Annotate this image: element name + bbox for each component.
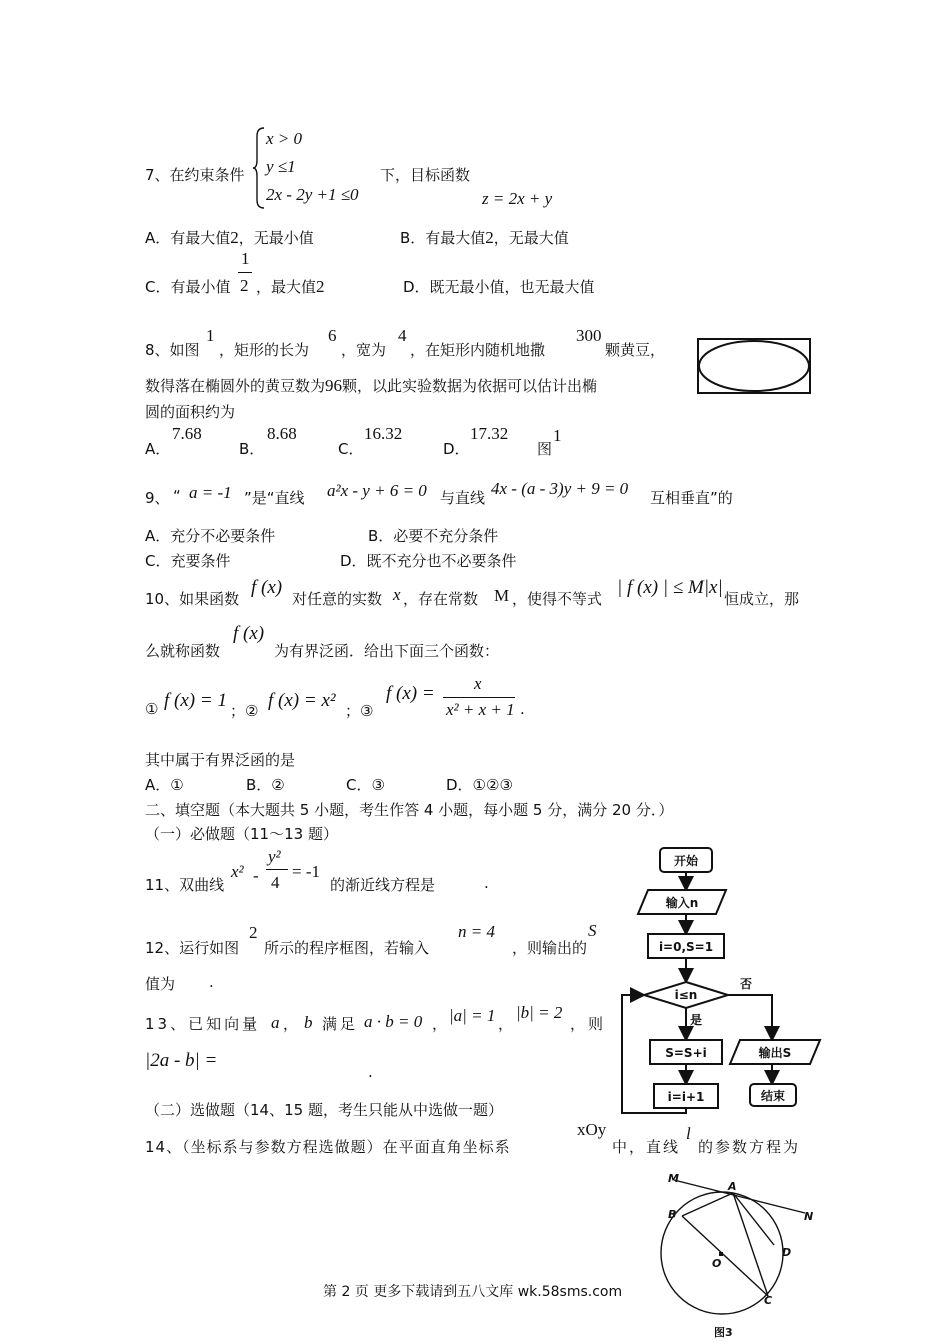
flow-start-label: 开始	[673, 854, 699, 868]
rectangle-ellipse-figure	[697, 338, 813, 396]
q10-text-d: ，使得不等式	[512, 590, 603, 608]
flow-init-label: i=0,S=1	[658, 940, 714, 954]
q10-fx: f (x)	[251, 577, 283, 598]
q13-vector-b: b	[304, 1013, 313, 1032]
q9-option-d: D．既不充分也不必要条件	[340, 552, 517, 570]
q14-coord-system: xOy	[577, 1120, 607, 1139]
q12-text-d: 值为	[145, 975, 176, 993]
q10-item-3-marker: ；③	[345, 702, 374, 720]
q9-num: 9、	[145, 489, 170, 507]
q8-stem-a: 8、如图	[145, 341, 200, 359]
point-label-b: B	[668, 1208, 677, 1221]
q8-beans: 300	[576, 326, 602, 345]
q8-option-b-label: B．	[239, 440, 265, 458]
q13-expression: |2a - b| =	[145, 1050, 218, 1071]
q11-denominator: 4	[271, 873, 280, 892]
q12-text-a: 12、运行如图	[145, 939, 240, 957]
flow-arrow-no	[728, 995, 772, 1038]
q13-comma-2: ，	[432, 1015, 448, 1033]
q8-stem-c: ，宽为	[341, 341, 387, 359]
q11-blank: .	[484, 874, 489, 892]
q10-text-g: 为有界泛函．给出下面三个函数：	[274, 642, 500, 660]
point-label-o: O	[712, 1257, 722, 1270]
q8-option-a-label: A．	[145, 440, 171, 458]
q7-objective: z = 2x + y	[482, 189, 553, 208]
q7-stem: 7、在约束条件	[145, 166, 245, 184]
flow-yes-label: 是	[690, 1013, 703, 1027]
q13-text-b: 满足	[322, 1015, 359, 1033]
flow-condition-label: i≤n	[674, 988, 698, 1002]
q10-fx-2: f (x)	[233, 623, 265, 644]
tangent-line-mn	[674, 1180, 805, 1213]
q13-comma: ，	[283, 1015, 299, 1033]
q9-option-a: A．充分不必要条件	[145, 527, 276, 545]
q14-text-a: 14、（坐标系与参数方程选做题）在平面直角坐标系	[145, 1138, 511, 1156]
q8-option-a-value: 7.68	[172, 424, 202, 443]
point-label-d: D	[782, 1246, 792, 1259]
q8-option-b-value: 8.68	[267, 424, 297, 443]
q13-text-c: ，则	[570, 1015, 607, 1033]
q14-line-l: l	[686, 1124, 691, 1143]
q12-fig-ref: 2	[249, 923, 258, 942]
q7-option-d: D．既无最小值，也无最大值	[403, 278, 595, 296]
section-2-title: 二、填空题（本大题共 5 小题，考生作答 4 小题，每小题 5 分，满分 20 分．）	[145, 801, 674, 819]
q8-option-d-label: D．	[443, 440, 470, 458]
q11-y2: y²	[268, 847, 281, 866]
q9-option-c: C．充要条件	[145, 552, 231, 570]
flow-output-label: 输出S	[758, 1046, 792, 1060]
q8-option-c-label: C．	[338, 440, 364, 458]
q7-option-c-label: C．有最小值	[145, 278, 231, 296]
q10-text-b: 对任意的实数	[292, 590, 383, 608]
q8-line2: 数得落在椭圆外的黄豆数为96颗，以此实验数据为依据可以估计出椭	[145, 376, 598, 395]
q11-minus: -	[253, 866, 259, 885]
point-label-n: N	[804, 1210, 814, 1223]
q8-figure-label: 图	[537, 440, 553, 458]
q13-vector-a: a	[271, 1013, 280, 1032]
q10-text-a: 10、如果函数	[145, 590, 240, 608]
q10-constant: M	[494, 586, 510, 605]
q10-x: x	[393, 585, 401, 604]
flow-no-label: 否	[740, 977, 753, 991]
q14-text-b: 中，直线	[612, 1138, 681, 1156]
q7-option-a: A．有最大值2，无最小值	[145, 228, 314, 247]
q10-option-c: C．③	[346, 776, 385, 794]
q10-func-3-num: x	[474, 674, 482, 693]
program-flowchart	[616, 842, 826, 1117]
figure-3-caption: 图3	[714, 1326, 733, 1339]
q13-comma-3: ，	[498, 1015, 514, 1033]
section-2-optional-heading: （二）选做题（14、15 题，考生只能从中选做一题）	[145, 1101, 503, 1119]
q11-text-a: 11、双曲线	[145, 876, 225, 894]
q8-option-c-value: 16.32	[364, 424, 403, 443]
q7-constraint-2: y ≤1	[266, 157, 296, 176]
q10-func-3-lhs: f (x) =	[386, 683, 435, 704]
q12-blank: .	[209, 973, 214, 991]
q10-func-1: f (x) = 1	[164, 690, 227, 711]
q10-text-e: 恒成立，那	[724, 590, 800, 608]
q10-func-2: f (x) = x²	[268, 690, 336, 711]
center-point	[719, 1252, 723, 1256]
q9-option-b: B．必要不充分条件	[368, 527, 499, 545]
q7-mid-text: 下，目标函数	[380, 166, 471, 184]
q13-norm-b: |b| = 2	[516, 1003, 563, 1022]
q7-option-b: B．有最大值2，无最大值	[400, 228, 569, 247]
q7-constraint-3: 2x - 2y +1 ≤0	[266, 185, 359, 204]
q8-stem-e: 颗黄豆，	[605, 341, 666, 359]
q9-text-a: ”是“直线	[244, 489, 305, 507]
q9-line-1: a²x - y + 6 = 0	[327, 481, 427, 500]
q11-x2: x²	[231, 862, 244, 881]
q13-text-a: 13、已知向量	[145, 1015, 261, 1033]
q8-fig-ref: 1	[206, 326, 215, 345]
q11-text-b: 的渐近线方程是	[330, 876, 436, 894]
q10-period: .	[520, 700, 525, 718]
flow-update-i-label: i=i+1	[667, 1090, 705, 1104]
q10-inequality: | f (x) | ≤ M|x|	[617, 577, 723, 598]
q13-dot-product: a · b = 0	[364, 1012, 423, 1031]
q10-option-d: D．①②③	[446, 776, 513, 794]
q9-open-quote: “	[173, 487, 181, 505]
q9-condition: a = -1	[189, 483, 232, 502]
q9-text-c: 互相垂直”的	[650, 489, 733, 507]
q8-stem-b: ，矩形的长为	[219, 341, 310, 359]
fraction-bar	[266, 869, 288, 870]
q10-func-3-den: x² + x + 1	[446, 700, 515, 719]
q8-length: 6	[328, 326, 337, 345]
q13-norm-a: |a| = 1	[449, 1006, 496, 1025]
q7-option-c-mid: ，最大值2	[256, 277, 325, 296]
q12-output-var: S	[588, 921, 597, 940]
section-2-required-heading: （一）必做题（11～13 题）	[145, 825, 338, 843]
q10-text-c: ，存在常数	[403, 590, 479, 608]
q8-width: 4	[398, 326, 407, 345]
q7-option-c-num: 1	[241, 249, 250, 268]
q9-text-b: 与直线	[440, 489, 486, 507]
q12-input: n = 4	[458, 922, 495, 941]
fraction-bar	[238, 272, 252, 273]
flow-input-label: 输入n	[665, 896, 699, 910]
q13-blank: .	[368, 1063, 373, 1081]
q10-item-2-marker: ；②	[230, 702, 259, 720]
point-label-c: C	[764, 1294, 773, 1307]
q8-line3: 圆的面积约为	[145, 403, 236, 421]
point-label-m: M	[668, 1172, 679, 1185]
q12-text-b: 所示的程序框图，若输入	[264, 939, 430, 957]
q8-figure-number: 1	[553, 426, 562, 445]
q10-item-1-marker: ①	[145, 700, 159, 718]
chord-ab	[682, 1193, 733, 1216]
q8-stem-d: ，在矩形内随机地撒	[410, 341, 546, 359]
q10-option-a: A．①	[145, 776, 184, 794]
fraction-bar	[443, 697, 515, 698]
q9-line-2: 4x - (a - 3)y + 9 = 0	[491, 479, 629, 498]
q7-option-c-den: 2	[240, 276, 249, 295]
q11-rhs: = -1	[292, 862, 320, 881]
q14-text-c: 的参数方程为	[698, 1138, 801, 1156]
circle-tangent-figure	[660, 1168, 825, 1340]
q12-text-c: ，则输出的	[512, 939, 588, 957]
flow-update-s-label: S=S+i	[665, 1046, 707, 1060]
brace-icon	[252, 126, 266, 210]
q10-question: 其中属于有界泛函的是	[145, 751, 296, 769]
page-footer: 第 2 页 更多下载请到五八文库 wk.58sms.com	[323, 1284, 623, 1300]
flow-end-label: 结束	[760, 1089, 786, 1103]
point-label-a: A	[728, 1180, 737, 1193]
q8-option-d-value: 17.32	[470, 424, 509, 443]
q10-text-f: 么就称函数	[145, 642, 221, 660]
q7-constraint-1: x > 0	[266, 129, 303, 148]
q10-option-b: B．②	[246, 776, 285, 794]
